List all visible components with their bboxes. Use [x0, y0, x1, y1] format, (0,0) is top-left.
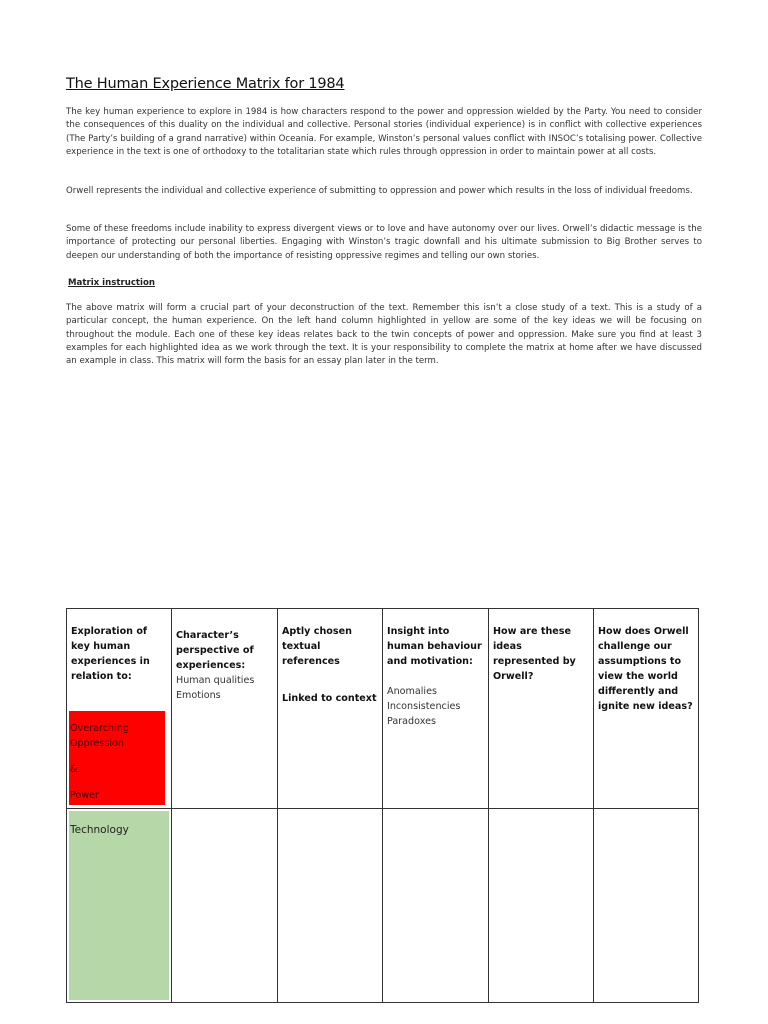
- linked-context-label: Linked to context: [282, 693, 377, 704]
- matrix-technology-row: [67, 809, 699, 1003]
- matrix-cell-exploration[interactable]: [67, 609, 172, 809]
- emotions-label: Emotions: [176, 690, 221, 701]
- matrix-cell-character-perspective[interactable]: [172, 609, 278, 809]
- overarching-line: Overarching: [70, 723, 129, 734]
- intro-paragraph-3: Some of these freedoms include inability to express divergent views or to love and have autonomy over our lives. Orwell’s didactic message is the importance of protecting our personal liberties. Engaging with Winston’s tragic downfall and his ultimate submission to Big Brother serves to deepen our understanding of both the importance of resisting oppressive regimes and telling our own stories.: [66, 224, 702, 261]
- matrix-cell-empty[interactable]: [172, 809, 278, 1003]
- matrix-cell-textual-references[interactable]: [278, 609, 383, 809]
- intro-paragraph-2: Orwell represents the individual and collective experience of submitting to oppression and power which results in the loss of individual freedoms.: [66, 186, 693, 196]
- matrix-cell-empty[interactable]: [383, 809, 489, 1003]
- technology-label: Technology: [70, 824, 129, 836]
- representation-heading: How are these ideas represented by Orwell?: [493, 626, 576, 682]
- inconsistencies-label: Inconsistencies: [387, 701, 461, 712]
- matrix-cell-challenge[interactable]: [594, 609, 699, 809]
- green-highlight: [69, 811, 169, 1000]
- insight-heading: Insight into human behaviour and motivation:: [387, 626, 482, 667]
- character-perspective-heading: Character’s perspective of experiences:: [176, 630, 254, 671]
- matrix-cell-insight[interactable]: [383, 609, 489, 809]
- matrix-instruction-heading: Matrix instruction: [68, 278, 155, 288]
- overarching-label: [70, 721, 129, 803]
- paradoxes-label: Paradoxes: [387, 716, 437, 727]
- exploration-heading: Exploration of key human experiences in relation to:: [71, 626, 150, 682]
- document-title: The Human Experience Matrix for 1984: [66, 76, 345, 92]
- anomalies-label: Anomalies: [387, 686, 437, 697]
- power-line: Power: [70, 790, 100, 801]
- matrix-cell-empty[interactable]: [489, 809, 594, 1003]
- matrix-cell-representation[interactable]: [489, 609, 594, 809]
- matrix-cell-empty[interactable]: [278, 809, 383, 1003]
- ampersand-line: &: [70, 764, 78, 775]
- intro-paragraph-1: The key human experience to explore in 1984 is how characters respond to the power and oppression wielded by the Party. You need to consider the consequences of this duality on the individual and collective. Personal stories (individual experience) is in conflict with collective experiences (The Party’s building of a grand narrative) within Oceania. For example, Winston’s personal values conflict with INSOC’s totalising power. Collective experience in the text is one of orthodoxy to the totalitarian state which rules through oppression in order to maintain power at all costs.: [66, 107, 702, 157]
- textual-references-heading: Aptly chosen textual references: [282, 626, 352, 667]
- matrix-cell-technology[interactable]: [67, 809, 172, 1003]
- oppression-line: Oppression: [70, 738, 124, 749]
- matrix-cell-empty[interactable]: [594, 809, 699, 1003]
- challenge-heading: How does Orwell challenge our assumptions to view the world differently and ignite new ideas?: [598, 626, 693, 712]
- human-qualities-label: Human qualities: [176, 675, 255, 686]
- matrix-instruction-paragraph: The above matrix will form a crucial part of your deconstruction of the text. Remember this isn’t a close study of a text. This is a study of a particular concept, the human experience. On the left hand column highlighted in yellow are some of the key ideas we will be focusing on throughout the module. Each one of these key ideas relates back to the twin concepts of power and oppression. Make sure you find at least 3 examples for each highlighted idea as we work through the text. It is your responsibility to complete the matrix at home after we have discussed an example in class. This matrix will form the basis for an essay plan later in the term.: [66, 303, 702, 367]
- human-experience-matrix: [66, 608, 699, 1003]
- matrix-header-row: [67, 609, 699, 809]
